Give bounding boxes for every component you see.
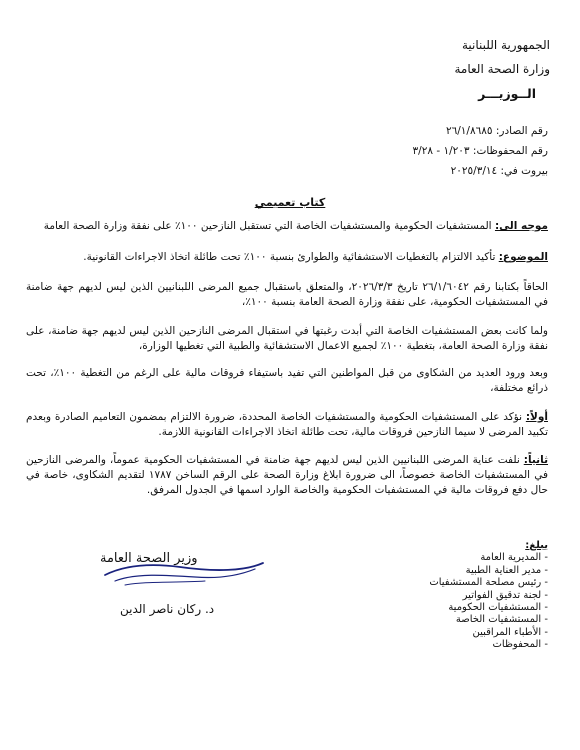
- copies-item: - لجنة تدقيق الفواتير: [462, 589, 548, 601]
- body-paragraph-1: الحاقاً بكتابنا رقم ٢٦/١/٦٠٤٢ تاريخ ٢٠٢٦/٣/٣، والمتعلق باستقبال جميع المرضى اللبنانيين الذين ليس لديهم جهة ضامنة في المستشفيات الحكومية، على نفقة وزارة الصحة العامة بنسبة ١٠٠٪،: [26, 281, 548, 308]
- copies-item: - المستشفيات الخاصة: [455, 614, 548, 626]
- letterhead-ministry: وزارة الصحة العامة: [454, 62, 550, 76]
- point-first-label: أولاً:: [525, 411, 548, 423]
- addressee-line: [26, 219, 548, 234]
- point-first-text: نؤكد على المستشفيات الحكومية والمستشفيات الخاصة المحددة، ضرورة الالتزام بمضمون التعاميم الصادرة وبعدم تكبيد المرضى لا سيما النازحين فروقات مالية، تحت طائلة اتخاذ الاجراءات القانونية اللازمة.: [26, 411, 548, 438]
- copies-item: - رئيس مصلحة المستشفيات: [429, 577, 548, 589]
- document-date: بيروت في: ٢٠٢٥/٣/١٤: [450, 165, 548, 177]
- point-first: [26, 410, 548, 440]
- point-second-text: نلفت عناية المرضى اللبنانيين الذين ليس لديهم جهة ضامنة في المستشفيات الحكومية عموماً، والمرضى النازحين في المستشفيات الخاصة خصوصاً، الى ضرورة ابلاغ وزارة الصحة على الرقم الساخن ١٧٨٧ لتقديم الشكاوى، خاصة في حال دفع فروقات مالية في المستشفيات الحكومية والخاصة الوارد اسمها في الجدول المرفق.: [26, 454, 548, 496]
- copies-list: [429, 540, 548, 652]
- body-paragraph-3: وبعد ورود العديد من الشكاوى من قبل المواطنين التي تفيد باستيفاء فروقات مالية على الرغم من التغطية ١٠٠٪، تحت ذرائع مختلفة،: [26, 367, 548, 394]
- subject-label: الموضوع:: [498, 251, 548, 263]
- copies-item: - المستشفيات الحكومية: [448, 602, 548, 614]
- signature-title: وزير الصحة العامة: [100, 551, 198, 566]
- letterhead-office: الــوزيـــر: [478, 86, 536, 101]
- body-paragraph-2: ولما كانت بعض المستشفيات الخاصة التي أبدت رغبتها في استقبال المرضى النازحين الذين ليس لديهم جهة ضامنة، على نفقة وزارة الصحة العامة، بتغطية ١٠٠٪ لجميع الاعمال الاستشفائية والطبية التي تغطيها الوزارة،: [26, 325, 548, 352]
- point-second: [26, 453, 548, 498]
- copies-item: - مدير العناية الطبية: [465, 564, 548, 576]
- archive-number: رقم المحفوظات: ١/٢٠٣ - ٣/٢٨: [412, 145, 548, 157]
- issue-number: رقم الصادر: ٢٦/١/٨٦٨٥: [445, 125, 548, 137]
- copies-item: - المحفوظات: [492, 639, 548, 651]
- copies-item: - المديرية العامة: [480, 552, 548, 564]
- subject-line: [26, 250, 548, 265]
- addressee-text: المستشفيات الحكومية والمستشفيات الخاصة التي تستقبل النازحين ١٠٠٪ على نفقة وزارة الصحة العامة: [43, 220, 492, 232]
- addressee-label: موجه الى:: [494, 220, 548, 232]
- subject-text: تأكيد الالتزام بالتغطيات الاستشفائية والطوارئ بنسبة ١٠٠٪ تحت طائلة اتخاذ الاجراءات القانونية.: [83, 251, 496, 263]
- signature-name: د. ركان ناصر الدين: [120, 602, 215, 616]
- copies-item: - الأطباء المراقبين: [472, 626, 548, 638]
- document-title: كتاب تعميمي: [254, 196, 326, 209]
- letterhead-republic: الجمهورية اللبنانية: [461, 38, 550, 52]
- point-second-label: ثانياً:: [523, 454, 549, 466]
- copies-title: يبلغ:: [525, 540, 548, 551]
